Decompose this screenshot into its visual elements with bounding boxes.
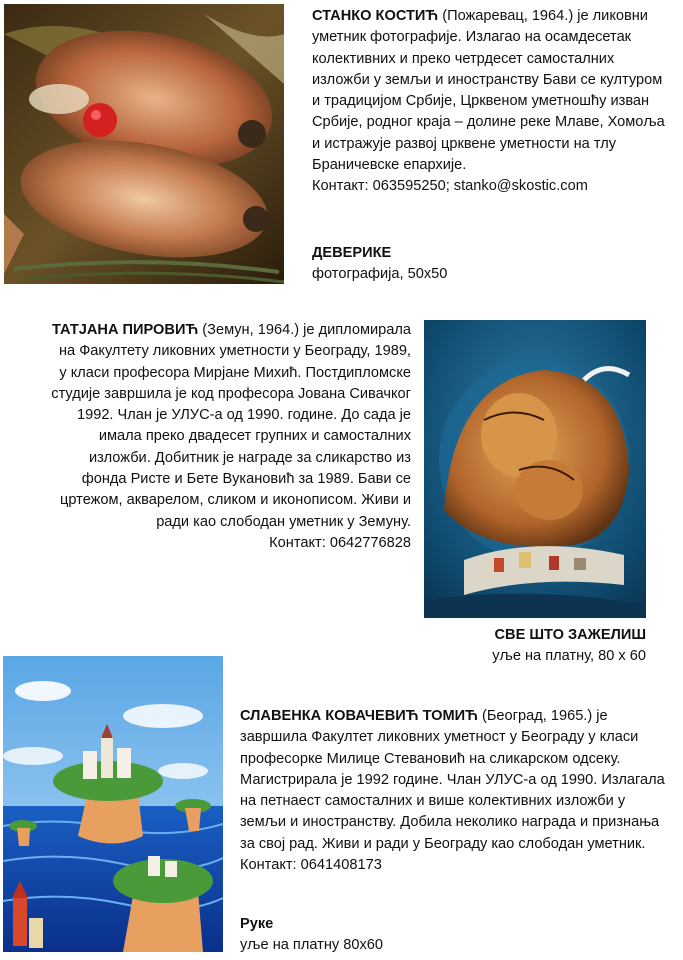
artwork-caption-deverike: [312, 243, 612, 285]
artist-name: ТАТЈАНА ПИРОВИЋ: [52, 322, 199, 338]
artwork-ruke-painting: [3, 656, 223, 952]
artwork-deverike-photo: [4, 4, 284, 284]
artwork-caption-ruke: [240, 914, 540, 956]
artwork-medium: фотографија, 50x50: [312, 266, 448, 282]
artwork-title: СВЕ ШТО ЗАЖЕЛИШ: [494, 627, 646, 643]
artist-bio-kostic: [312, 6, 674, 198]
contact-info: Контакт: 0642776828: [269, 534, 411, 551]
artist-name: СЛАВЕНКА КОВАЧЕВИЋ ТОМИЋ: [240, 708, 478, 724]
contact-info: Контакт: 063595250; stanko@skostic.com: [312, 178, 588, 195]
artwork-sve-sto-zazelis-painting: [424, 320, 646, 618]
contact-info: Контакт: 0641408173: [240, 857, 382, 874]
artwork-medium: уље на платну, 80 x 60: [492, 648, 646, 664]
artwork-medium: уље на платну 80x60: [240, 937, 383, 953]
artist-bio-pirovic: [48, 320, 411, 554]
artwork-title: Руке: [240, 916, 274, 932]
bio-text: (Београд, 1965.) је завршила Факултет ликовних уметност у Београду у класи професорке Милице Стевановић на сликарском одсеку. Магистрирала је 1992 године. Члан УЛУС-а од 1990. Излагала на петнаест самосталних и више колективних изложби у земљи и иностранству. Добила неколико награда и признања за свој рад. Живи и ради у Београду као слободан уметник.: [240, 708, 665, 852]
artwork-title: ДЕВЕРИКЕ: [312, 245, 392, 261]
bio-text: (Пожаревац, 1964.) је ликовни уметник фотографије. Излагао на осамдесетак колективних и преко четрдесет самосталних изложби у земљи и иностранству Бави се културом и традицијом Србије, Црквеном уметношћу изван Србије, родног краја – долине реке Млаве, Хомоља и истражује развој црквене уметности на тлу Браничевске епархије.: [312, 8, 665, 174]
bio-text: (Земун, 1964.) је дипломирала на Факултету ликовних уметности у Београду, 1989, у класи професора Мирјане Михић. Постдипломске студије завршила је код професора Јована Сивачког 1992. Члан је УЛУС-а од 1990. године. До сада је имала преко двадесет групних и самосталних изложби. Добитник је награде за сликарство из фонда Ристе и Бете Вукановић за 1989. Бави се цртежом, акварелом, сликом и иконописом. Живи и ради као слободан уметник у Земуну.: [51, 322, 411, 530]
artist-name: СТАНКО КОСТИЋ: [312, 8, 439, 24]
artwork-caption-sve-sto-zazelis: [400, 625, 646, 667]
artist-bio-kovacevic-tomic: [240, 706, 670, 876]
